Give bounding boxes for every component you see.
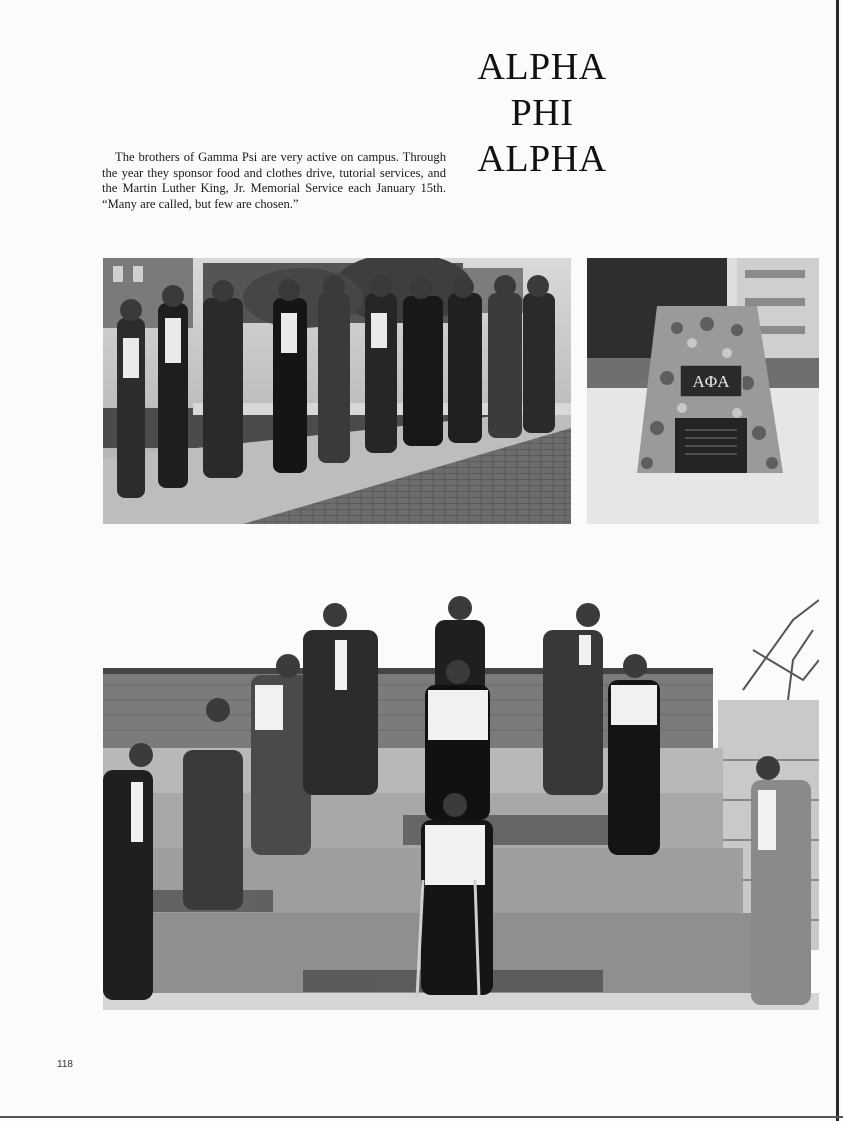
group-photo-steps	[103, 560, 819, 1010]
monument-plaque-letters: AΦA	[692, 372, 730, 391]
group-photo-plaza-image	[103, 258, 571, 524]
page-edge-bottom	[0, 1116, 843, 1118]
group-photo-plaza	[103, 258, 571, 524]
title-line-2: PHI	[510, 92, 574, 134]
page-edge-right	[836, 0, 839, 1121]
organization-title	[462, 44, 622, 182]
intro-paragraph: The brothers of Gamma Psi are very active on campus. Through the year they sponsor food and clothes drive, tutorial services, and the Martin Luther King, Jr. Memorial Service each January 15th. “Many are called, but few are chosen.”	[102, 150, 446, 211]
title-line-1: ALPHA	[477, 46, 607, 88]
monument-photo	[587, 258, 819, 524]
group-photo-steps-image	[103, 560, 819, 1010]
title-line-3: ALPHA	[477, 138, 607, 180]
monument-photo-image	[587, 258, 819, 524]
page-number: 118	[57, 1059, 73, 1070]
